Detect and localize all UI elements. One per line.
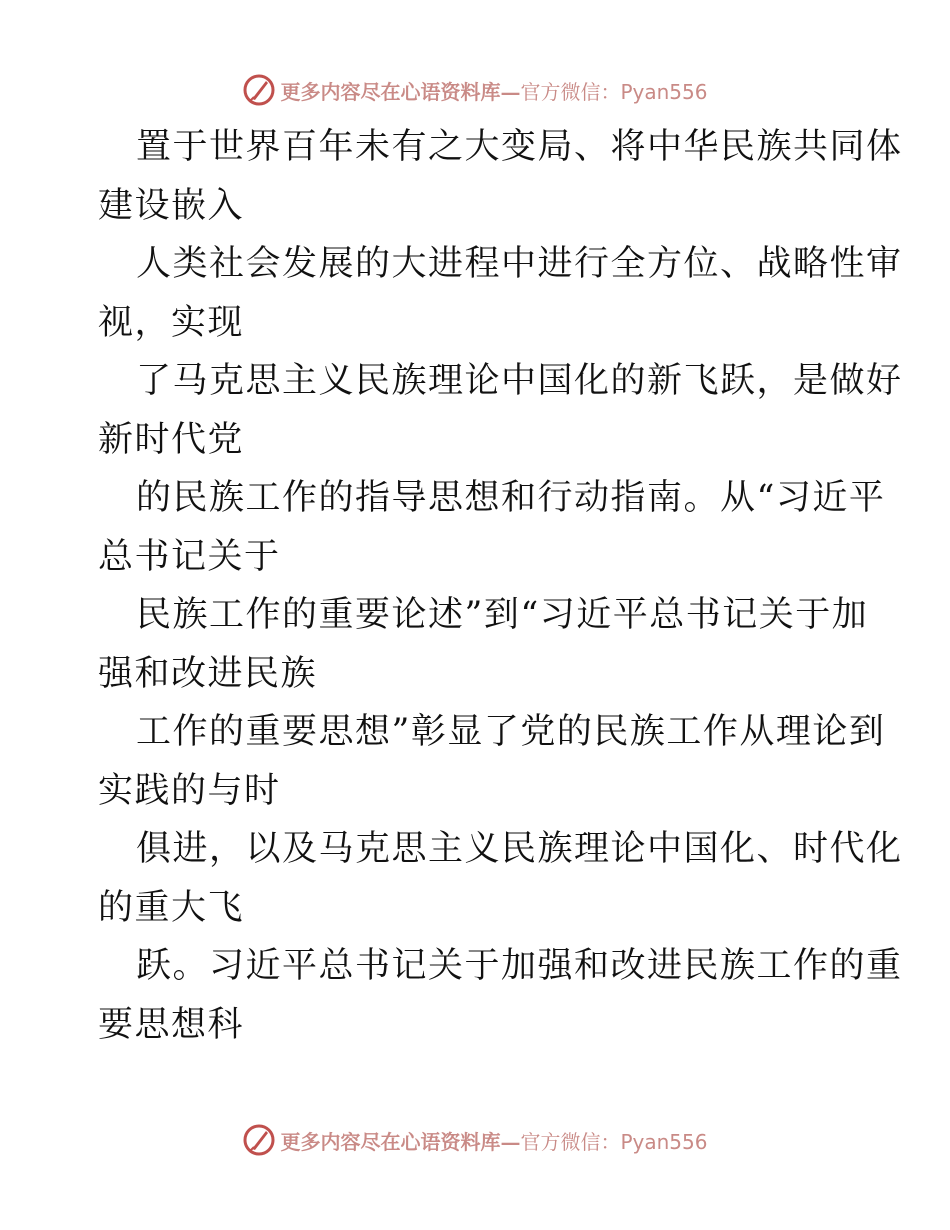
text-line: 跃。习近平总书记关于加强和改进民族工作的重 [136,946,903,986]
text-line: 实践的与时 [98,770,281,811]
footer-watermark [0,1120,950,1160]
text-line: 的重大飞 [98,887,245,928]
text-line: 民族工作的重要论述”到“习近平总书记关于加 [136,595,869,635]
text-line: 要思想科 [98,1004,245,1045]
watermark-wechat: 官方微信：Pyan556 [520,79,708,104]
watermark-wechat: 官方微信：Pyan556 [520,1129,708,1154]
header-watermark [0,70,950,110]
text-line: 强和改进民族 [98,653,318,694]
watermark-text: 更多内容尽在心语资料库— [280,1129,521,1154]
text-line: 新时代党 [98,419,245,460]
watermark-text: 更多内容尽在心语资料库— [280,79,521,104]
text-line: 建设嵌入 [98,185,245,226]
text-line: 置于世界百年未有之大变局、将中华民族共同体 [136,127,903,167]
text-line: 工作的重要思想”彰显了党的民族工作从理论到 [136,712,886,752]
text-line: 俱进，以及马克思主义民族理论中国化、时代化 [136,829,903,869]
document-body [98,118,903,1054]
quill-logo-icon [242,1123,276,1157]
text-line: 人类社会发展的大进程中进行全方位、战略性审 [136,244,903,284]
text-line: 总书记关于 [98,536,281,577]
quill-logo-icon [242,73,276,107]
text-line: 的民族工作的指导思想和行动指南。从“习近平 [136,478,886,518]
text-line: 了马克思主义民族理论中国化的新飞跃，是做好 [136,361,903,401]
text-line: 视，实现 [98,302,245,343]
